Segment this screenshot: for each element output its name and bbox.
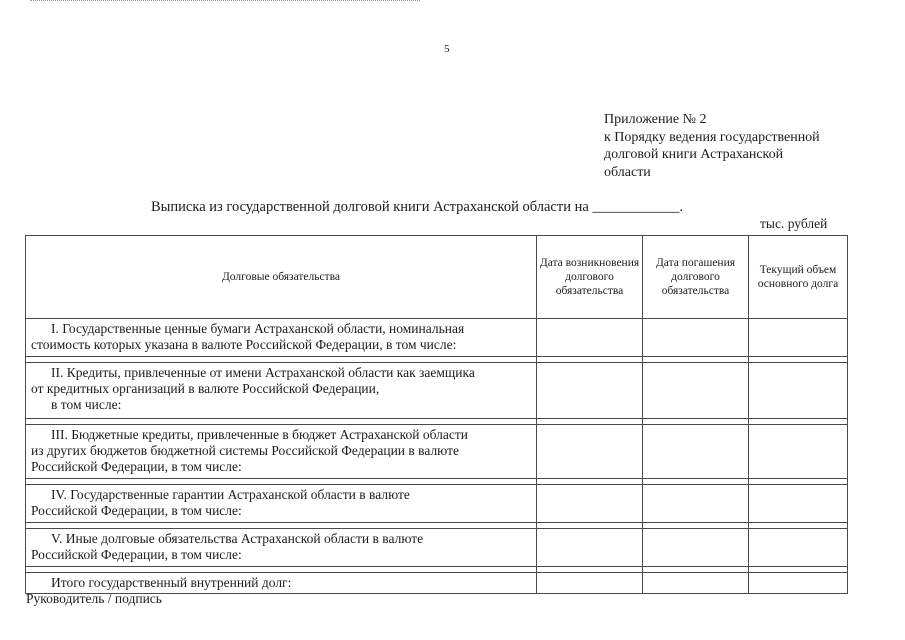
header-current-amount: Текущий объем основного долга: [749, 236, 848, 319]
table-row-section-3: [26, 425, 848, 479]
cell-date-origin[interactable]: [537, 319, 643, 357]
units-label: тыс. рублей: [760, 216, 828, 231]
document-title: Выписка из государственной долговой книги Астраханской области на ____________.: [151, 199, 684, 215]
cell-current-amount[interactable]: [749, 363, 848, 419]
appendix-line: к Порядку ведения государственной: [604, 129, 820, 145]
cell-date-repayment[interactable]: [643, 425, 749, 479]
section-3-text: III. Бюджетные кредиты, привлеченные в бюджет Астраханской области из других бюджетов бюджетной системы Российской Федерации в валюте Российской Федерации, в том числе:: [26, 425, 537, 479]
header-date-origin: Дата возникновения долгового обязательства: [537, 236, 643, 319]
cell-date-repayment[interactable]: [643, 319, 749, 357]
header-date-repayment: Дата погашения долгового обязательства: [643, 236, 749, 319]
page-number: 5: [444, 43, 450, 55]
cell-date-repayment[interactable]: [643, 529, 749, 567]
signature-line: Руководитель / подпись: [26, 591, 162, 606]
cell-date-repayment[interactable]: [643, 363, 749, 419]
top-dotted-line: [30, 0, 420, 1]
section-4-text: IV. Государственные гарантии Астраханской области в валюте Российской Федерации, в том числе:: [26, 485, 537, 523]
cell-date-origin[interactable]: [537, 363, 643, 419]
debt-book-table: [25, 235, 848, 594]
header-obligations: Долговые обязательства: [26, 236, 537, 319]
table-header-row: [26, 236, 848, 319]
table-row-section-2: [26, 363, 848, 419]
cell-current-amount[interactable]: [749, 319, 848, 357]
table-row-section-4: [26, 485, 848, 523]
table-row-section-5: [26, 529, 848, 567]
appendix-line: Приложение № 2: [604, 112, 707, 127]
total-label: Итого государственный внутренний долг:: [26, 573, 537, 594]
table-row-section-1: [26, 319, 848, 357]
cell-date-repayment[interactable]: [643, 485, 749, 523]
cell-date-repayment[interactable]: [643, 573, 749, 594]
cell-date-origin[interactable]: [537, 573, 643, 594]
cell-current-amount[interactable]: [749, 425, 848, 479]
cell-date-origin[interactable]: [537, 485, 643, 523]
section-5-text: V. Иные долговые обязательства Астраханской области в валюте Российской Федерации, в том числе:: [26, 529, 537, 567]
cell-date-origin[interactable]: [537, 529, 643, 567]
appendix-note: [604, 111, 874, 181]
cell-current-amount[interactable]: [749, 573, 848, 594]
appendix-line: долговой книги Астраханской: [604, 147, 784, 162]
appendix-line: области: [604, 164, 651, 180]
cell-current-amount[interactable]: [749, 529, 848, 567]
cell-date-origin[interactable]: [537, 425, 643, 479]
section-1-text: I. Государственные ценные бумаги Астраханской области, номинальная стоимость которых указана в валюте Российской Федерации, в том числе:: [26, 319, 537, 357]
cell-current-amount[interactable]: [749, 485, 848, 523]
section-2-text: II. Кредиты, привлеченные от имени Астраханской области как заемщика от кредитных организаций в валюте Российской Федерации, в том числе:: [26, 363, 537, 419]
